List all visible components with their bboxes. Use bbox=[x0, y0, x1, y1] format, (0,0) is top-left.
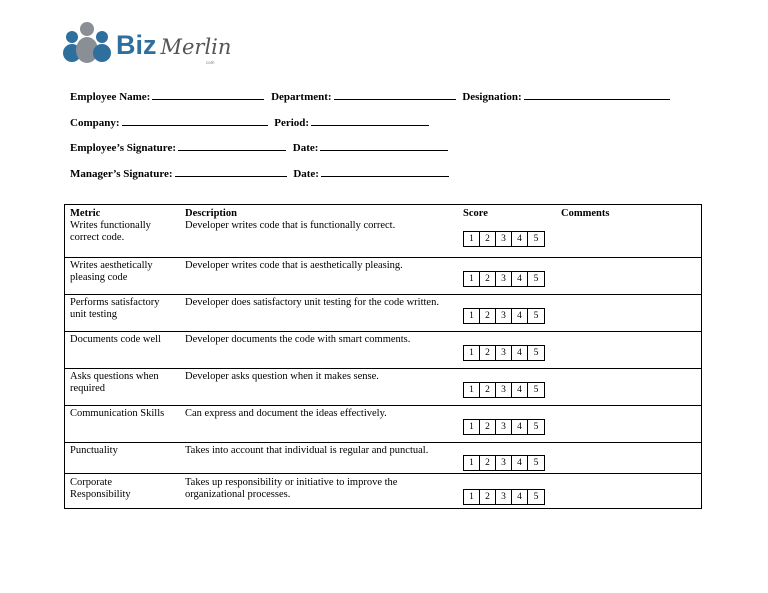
score-option[interactable]: 5 bbox=[533, 311, 539, 321]
score-option[interactable]: 4 bbox=[512, 456, 528, 470]
score-scale bbox=[463, 489, 545, 505]
description-cell: Developer writes code that is aesthetically pleasing. bbox=[185, 260, 403, 271]
score-option[interactable]: 1 bbox=[464, 232, 480, 246]
score-option[interactable]: 1 bbox=[464, 490, 480, 504]
score-scale bbox=[463, 231, 545, 247]
table-row bbox=[65, 442, 701, 474]
score-option[interactable]: 1 bbox=[464, 383, 480, 397]
score-option[interactable]: 4 bbox=[512, 232, 528, 246]
table-row bbox=[65, 331, 701, 369]
score-option[interactable]: 2 bbox=[480, 272, 496, 286]
score-option[interactable]: 4 bbox=[512, 490, 528, 504]
employee-signature-label: Employee’s Signature: bbox=[70, 142, 177, 154]
score-option[interactable]: 3 bbox=[496, 383, 512, 397]
department-label: Department: bbox=[271, 91, 332, 103]
description-cell: Developer asks question when it makes sense. bbox=[185, 371, 379, 382]
header-line-1 bbox=[70, 89, 674, 103]
manager-signature-field[interactable] bbox=[175, 166, 287, 177]
metric-cell: Corporate Responsibility bbox=[70, 477, 131, 500]
score-option[interactable]: 1 bbox=[464, 309, 480, 323]
column-header-description: Description bbox=[185, 208, 237, 219]
score-option[interactable]: 3 bbox=[496, 456, 512, 470]
description-cell: Developer writes code that is functionally correct. bbox=[185, 220, 396, 231]
employee-signature-field[interactable] bbox=[178, 140, 286, 151]
period-label: Period: bbox=[274, 117, 310, 129]
table-row bbox=[65, 473, 701, 509]
appraisal-table bbox=[64, 204, 702, 509]
score-option[interactable]: 3 bbox=[496, 420, 512, 434]
metric-cell: Writes functionally correct code. bbox=[70, 220, 151, 243]
score-option[interactable]: 4 bbox=[512, 383, 528, 397]
score-scale bbox=[463, 382, 545, 398]
score-option[interactable]: 5 bbox=[533, 492, 539, 502]
employee-name-field[interactable] bbox=[152, 89, 264, 100]
people-logo-icon bbox=[62, 20, 112, 66]
column-header-metric: Metric bbox=[70, 208, 101, 219]
header-line-2 bbox=[70, 115, 433, 129]
score-option[interactable]: 3 bbox=[496, 232, 512, 246]
score-option[interactable]: 1 bbox=[464, 346, 480, 360]
score-option[interactable]: 5 bbox=[533, 458, 539, 468]
header-line-3 bbox=[70, 140, 452, 154]
score-option[interactable]: 2 bbox=[480, 309, 496, 323]
score-option[interactable]: 4 bbox=[512, 420, 528, 434]
designation-label: Designation: bbox=[462, 91, 522, 103]
score-option[interactable]: 5 bbox=[533, 234, 539, 244]
logo-wordmark: Biz Merlin bbox=[116, 30, 232, 60]
description-cell: Developer does satisfactory unit testing for the code written. bbox=[185, 297, 439, 308]
score-option[interactable]: 5 bbox=[533, 348, 539, 358]
score-option[interactable]: 5 bbox=[533, 385, 539, 395]
date-label-1: Date: bbox=[292, 142, 319, 154]
metric-cell: Performs satisfactory unit testing bbox=[70, 297, 160, 320]
score-option[interactable]: 3 bbox=[496, 346, 512, 360]
score-option[interactable]: 2 bbox=[480, 383, 496, 397]
score-option[interactable]: 2 bbox=[480, 420, 496, 434]
metric-cell: Asks questions when required bbox=[70, 371, 159, 394]
score-option[interactable]: 5 bbox=[533, 274, 539, 284]
metric-cell: Punctuality bbox=[70, 445, 118, 456]
score-scale bbox=[463, 455, 545, 471]
score-option[interactable]: 1 bbox=[464, 456, 480, 470]
company-label: Company: bbox=[70, 117, 120, 129]
date-field-1[interactable] bbox=[320, 140, 448, 151]
designation-field[interactable] bbox=[524, 89, 670, 100]
department-field[interactable] bbox=[334, 89, 456, 100]
score-option[interactable]: 2 bbox=[480, 490, 496, 504]
logo-tagline: com bbox=[206, 60, 215, 65]
employee-name-label: Employee Name: bbox=[70, 91, 151, 103]
table-row bbox=[65, 368, 701, 406]
score-option[interactable]: 3 bbox=[496, 309, 512, 323]
bizmerlin-logo bbox=[62, 20, 232, 68]
manager-signature-label: Manager’s Signature: bbox=[70, 168, 173, 180]
score-option[interactable]: 2 bbox=[480, 456, 496, 470]
column-header-comments: Comments bbox=[561, 208, 610, 219]
score-option[interactable]: 5 bbox=[533, 422, 539, 432]
column-header-score: Score bbox=[463, 208, 488, 219]
description-cell: Takes into account that individual is regular and punctual. bbox=[185, 445, 429, 456]
table-row bbox=[65, 294, 701, 332]
score-option[interactable]: 3 bbox=[496, 490, 512, 504]
score-option[interactable]: 2 bbox=[480, 232, 496, 246]
score-option[interactable]: 4 bbox=[512, 272, 528, 286]
score-scale bbox=[463, 271, 545, 287]
header-line-4 bbox=[70, 166, 453, 180]
score-option[interactable]: 3 bbox=[496, 272, 512, 286]
table-row bbox=[65, 405, 701, 443]
score-option[interactable]: 4 bbox=[512, 309, 528, 323]
score-scale bbox=[463, 308, 545, 324]
company-field[interactable] bbox=[122, 115, 268, 126]
table-row bbox=[65, 257, 701, 295]
description-cell: Takes up responsibility or initiative to improve the organizational processes. bbox=[185, 477, 398, 500]
score-option[interactable]: 1 bbox=[464, 272, 480, 286]
metric-cell: Communication Skills bbox=[70, 408, 165, 419]
score-option[interactable]: 4 bbox=[512, 346, 528, 360]
date-label-2: Date: bbox=[293, 168, 319, 180]
score-scale bbox=[463, 345, 545, 361]
score-option[interactable]: 1 bbox=[464, 420, 480, 434]
metric-cell: Documents code well bbox=[70, 334, 161, 345]
score-option[interactable]: 2 bbox=[480, 346, 496, 360]
description-cell: Can express and document the ideas effectively. bbox=[185, 408, 387, 419]
date-field-2[interactable] bbox=[321, 166, 449, 177]
metric-cell: Writes aesthetically pleasing code bbox=[70, 260, 153, 283]
period-field[interactable] bbox=[311, 115, 429, 126]
score-scale bbox=[463, 419, 545, 435]
description-cell: Developer documents the code with smart comments. bbox=[185, 334, 411, 345]
table-row bbox=[65, 205, 701, 257]
